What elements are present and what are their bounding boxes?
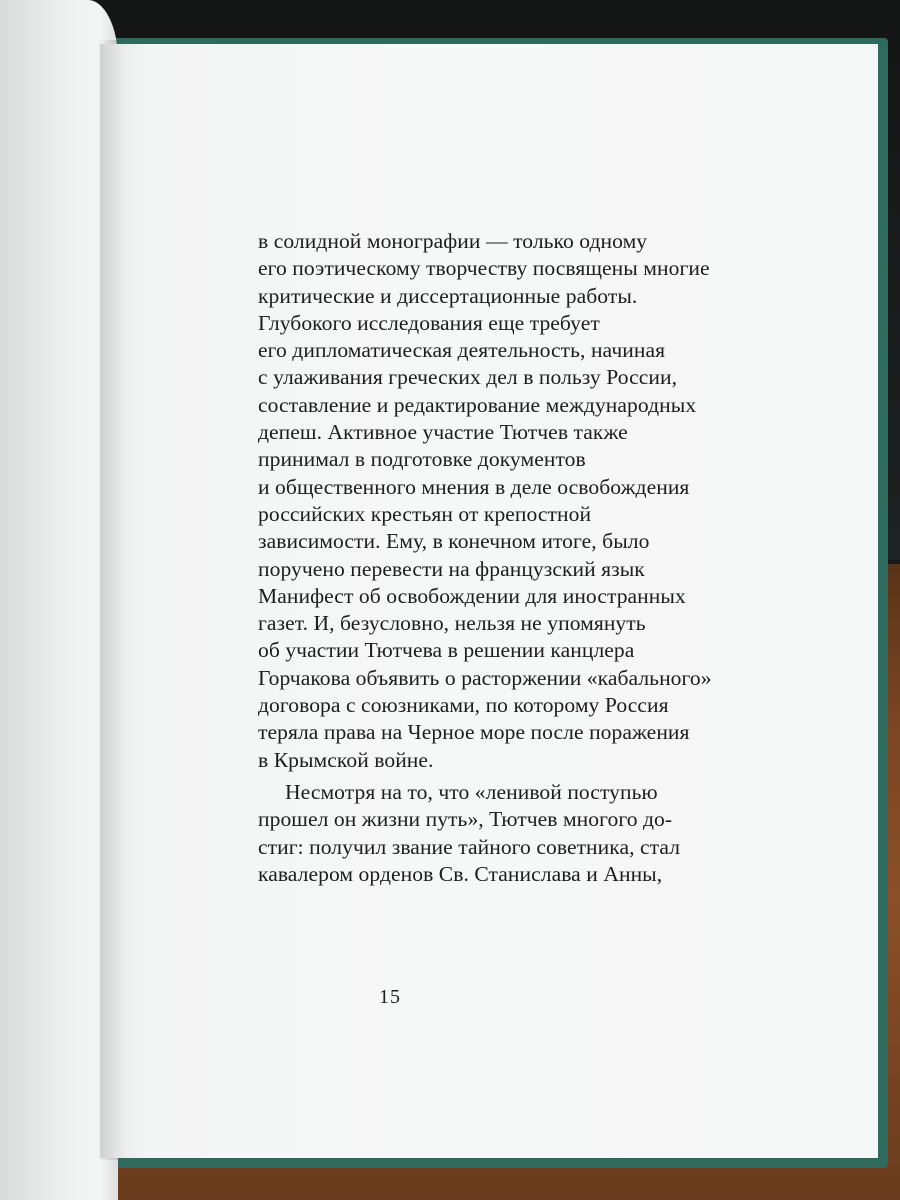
text-line: его поэтическому творчеству посвящены многие (258, 256, 710, 281)
text-line: депеш. Активное участие Тютчев также (258, 420, 628, 445)
text-line: его дипломатическая деятельность, начиная (258, 338, 666, 363)
text-line: российских крестьян от крепостной (258, 501, 592, 526)
page-gutter (100, 44, 126, 1158)
paragraph-1 (258, 228, 718, 774)
page-number: 15 (379, 986, 401, 1008)
text-line: поручено перевести на французский язык (258, 556, 645, 581)
text-line: критические и диссертационные работы. (258, 283, 638, 308)
text-line: об участии Тютчева в решении канцлера (258, 638, 635, 663)
text-line: зависимости. Ему, в конечном итоге, было (258, 529, 650, 554)
text-line: Горчакова объявить о расторжении «кабального» (258, 665, 712, 690)
text-line: теряла права на Черное море после поражения (258, 720, 690, 745)
text-line: в солидной монографии — только одному (258, 229, 648, 253)
text-line: кавалером орденов Св. Станислава и Анны, (258, 861, 663, 886)
text-line: договора с союзниками, по которому Россия (258, 693, 669, 718)
page-text (258, 228, 718, 888)
text-line: Манифест об освобождении для иностранных (258, 583, 686, 608)
text-line: и общественного мнения в деле освобождения (258, 474, 690, 499)
text-line: принимал в подготовке документов (258, 447, 586, 472)
text-line: газет. И, безусловно, нельзя не упомянуть (258, 611, 646, 636)
text-line: с улаживания греческих дел в пользу России, (258, 365, 678, 390)
text-line: Глубокого исследования еще требует (258, 310, 600, 335)
text-line: Несмотря на то, что «ленивой поступью (285, 779, 658, 804)
text-line: прошел он жизни путь», Тютчев многого до- (258, 807, 673, 832)
paragraph-2 (258, 779, 718, 888)
text-line: стиг: получил звание тайного советника, стал (258, 834, 681, 859)
text-line: в Крымской войне. (258, 747, 434, 772)
text-line: составление и редактирование международных (258, 392, 697, 417)
